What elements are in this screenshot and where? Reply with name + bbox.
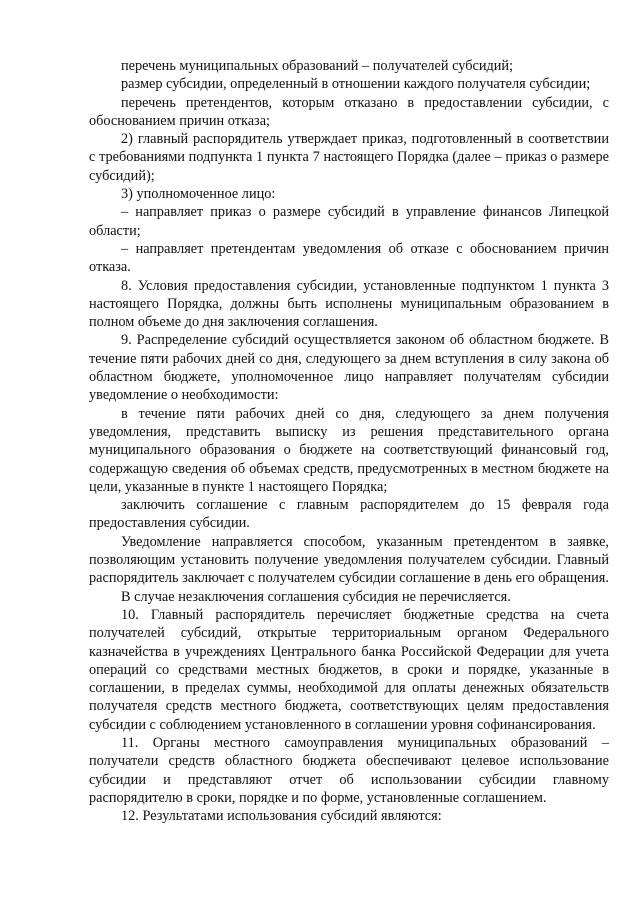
paragraph-section-12: 12. Результатами использования субсидий являются: <box>121 808 442 825</box>
paragraph-submit-extract: в течение пяти рабочих дней со дня, следующего за днем получения уведомления, представить выписку из решения представительного органа муниципального образования о бюджете на соответствующий финансовый год, содержащую сведения об объемах средств, предусмотренных в местном бюджете на цели, указанные в пункте 1 настоящего Порядка; <box>89 405 609 495</box>
paragraph-notification-method: Уведомление направляется способом, указанным претендентом в заявке, позволяющим установить получение уведомления получателем субсидии. Главный распорядитель заключает с получателем субсидии соглашение в день его обращения. <box>89 533 609 587</box>
paragraph-item-3-authorized-person: 3) уполномоченное лицо: <box>121 186 276 203</box>
document-page <box>89 57 609 825</box>
paragraph-item-2-order: 2) главный распорядитель утверждает приказ, подготовленный в соответствии с требованиями подпункта 1 пункта 7 настоящего Порядка (далее – приказ о размере субсидий); <box>89 131 609 184</box>
paragraph-conclude-agreement: заключить соглашение с главным распорядителем до 15 февраля года предоставления субсидии. <box>89 497 609 532</box>
paragraph-subsidy-amount: размер субсидии, определенный в отношении каждого получателя субсидии; <box>121 76 591 93</box>
paragraph-section-8: 8. Условия предоставления субсидии, установленные подпунктом 1 пункта 3 настоящего Порядка, должны быть исполнены муниципальным образованием в полном объеме до дня заключения соглашения. <box>89 277 609 331</box>
paragraph-section-11: 11. Органы местного самоуправления муниципальных образований – получатели средств областного бюджета обеспечивают целевое использование субсидии и представляют отчет об использовании субсидии главному распорядителю в сроки, порядке и по форме, установленные соглашением. <box>89 734 609 806</box>
paragraph-municipalities-list: перечень муниципальных образований – получателей субсидий; <box>121 58 514 74</box>
paragraph-rejected-applicants: перечень претендентов, которым отказано в предоставлении субсидии, с обоснованием причин отказа; <box>89 94 609 129</box>
paragraph-send-order-finance: – направляет приказ о размере субсидий в управление финансов Липецкой области; <box>89 204 609 239</box>
paragraph-section-9: 9. Распределение субсидий осуществляется законом об областном бюджете. В течение пяти рабочих дней со дня, следующего за днем вступления в силу закона об областном бюджете, уполномоченное лицо направляет получателям субсидии уведомление о необходимости: <box>89 332 609 404</box>
paragraph-send-rejection-notices: – направляет претендентам уведомления об отказе с обоснованием причин отказа. <box>89 240 609 276</box>
paragraph-section-10: 10. Главный распорядитель перечисляет бюджетные средства на счета получателей субсидий, открытые территориальным органом Федерального казначейства в учреждениях Центрального банка Российской Федерации для учета операций со средствами местных бюджетов, в сроки и порядке, указанные в соглашении, в пределах суммы, необходимой для оплаты денежных обязательств получателя средств местного бюджета, соответствующих целям предоставления субсидии с соблюдением установленного в соглашении уровня софинансирования. <box>89 606 609 733</box>
paragraph-no-agreement: В случае незаключения соглашения субсидия не перечисляется. <box>121 588 511 605</box>
